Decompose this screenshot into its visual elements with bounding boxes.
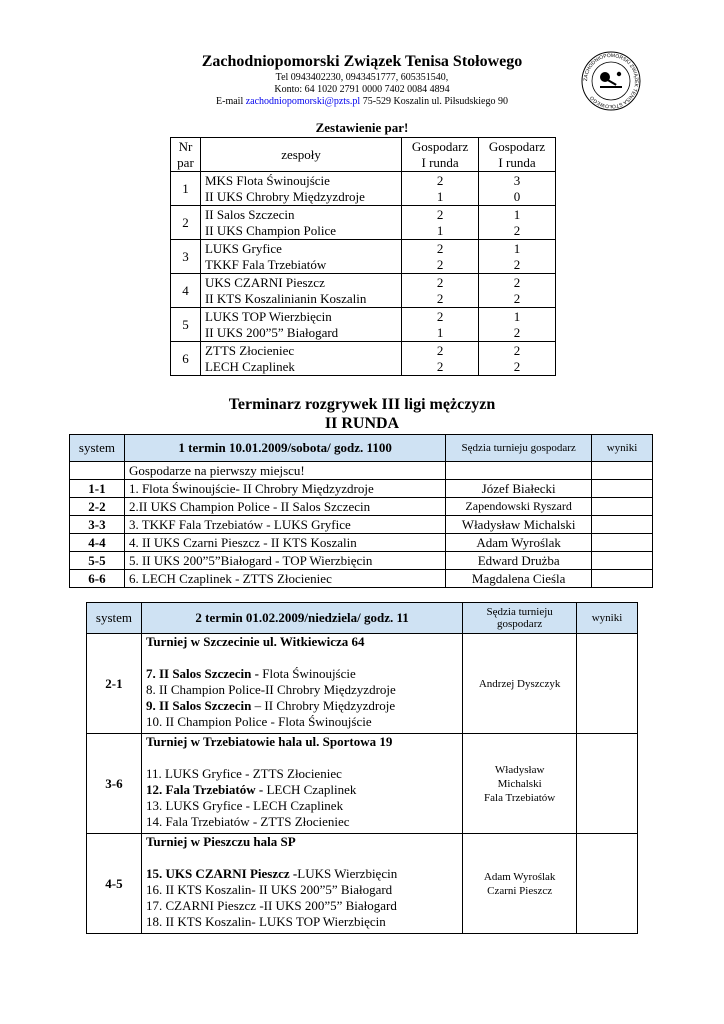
pairs-table [170, 137, 556, 376]
match-line: 13. LUKS Gryfice - LECH Czaplinek [145, 798, 344, 813]
org-phone: Tel 0943402230, 0943451777, 605351540, [275, 72, 449, 83]
tournament-venue: Turniej w Trzebiatowie hala ul. Sportowa 19 [145, 734, 393, 749]
svg-text:ZACHODNIOPOMORSKI ZWIĄZEK TENI: ZACHODNIOPOMORSKI ZWIĄZEK TENISA STOŁOWEGO [582, 52, 640, 110]
block-referee: Władysław Michalski Fala Trzebiatów [463, 734, 577, 834]
term2-block [87, 834, 638, 934]
term1-note: Gospodarze na pierwszy miejscu! [124, 462, 445, 480]
match-referee: Edward Drużba [446, 552, 592, 570]
block-matches [141, 734, 462, 834]
pairs-row [171, 240, 556, 274]
org-logo [580, 50, 642, 112]
pair-host1: 2 1 [402, 172, 479, 206]
match-referee: Adam Wyroślak [446, 534, 592, 552]
term1-header-results: wyniki [592, 435, 653, 462]
pairs-header-host1: Gospodarz I runda [402, 138, 479, 172]
match-result[interactable] [592, 498, 653, 516]
org-title: Zachodniopomorski Związek Tenisa Stołowego [201, 53, 523, 70]
match-teams: 2.II UKS Champion Police - II Salos Szczecin [124, 498, 445, 516]
match-result[interactable] [592, 534, 653, 552]
match-line: 10. II Champion Police - Flota Świnoujście [145, 714, 372, 729]
term2-header-referee: Sędzia turnieju gospodarz [463, 603, 577, 634]
pairs-row [171, 342, 556, 376]
pair-teams: UKS CZARNI Pieszcz II KTS Koszalinianin Koszalin [200, 274, 401, 308]
match-line: 8. II Champion Police-II Chrobry Międzyzdroje [145, 682, 396, 697]
pair-host2: 2 2 [479, 342, 556, 376]
block-system: 2-1 [87, 634, 142, 734]
term2-header-term: 2 termin 01.02.2009/niedziela/ godz. 11 [141, 603, 462, 634]
block-system: 3-6 [87, 734, 142, 834]
pair-host1: 2 1 [402, 206, 479, 240]
pairs-row [171, 308, 556, 342]
block-matches [141, 834, 462, 934]
pair-number: 3 [171, 240, 201, 274]
match-teams: 4. II UKS Czarni Pieszcz - II KTS Koszalin [124, 534, 445, 552]
pair-number: 5 [171, 308, 201, 342]
pair-host2: 3 0 [479, 172, 556, 206]
pair-number: 2 [171, 206, 201, 240]
term1-note-referee [446, 462, 592, 480]
pair-host2: 1 2 [479, 240, 556, 274]
match-system: 4-4 [70, 534, 125, 552]
pair-teams: LUKS Gryfice TKKF Fala Trzebiatów [200, 240, 401, 274]
block-system: 4-5 [87, 834, 142, 934]
match-result[interactable] [592, 570, 653, 588]
match-result[interactable] [592, 516, 653, 534]
pair-host1: 2 2 [402, 342, 479, 376]
email-label: E-mail [216, 96, 246, 107]
pair-number: 4 [171, 274, 201, 308]
match-referee: Zapendowski Ryszard [446, 498, 592, 516]
schedule-subtitle: II RUNDA [324, 415, 400, 432]
pair-host2: 1 2 [479, 206, 556, 240]
pair-host1: 2 2 [402, 240, 479, 274]
org-address: 75-529 Koszalin ul. Piłsudskiego 90 [360, 96, 508, 107]
block-result[interactable] [577, 634, 638, 734]
block-matches [141, 634, 462, 734]
pair-number: 6 [171, 342, 201, 376]
tournament-venue: Turniej w Pieszczu hala SP [145, 834, 296, 849]
match-result[interactable] [592, 552, 653, 570]
term1-row [70, 516, 653, 534]
match-teams: 5. II UKS 200”5”Białogard - TOP Wierzbięcin [124, 552, 445, 570]
pair-host2: 2 2 [479, 274, 556, 308]
match-line: 18. II KTS Koszalin- LUKS TOP Wierzbięcin [145, 914, 386, 929]
term1-row [70, 480, 653, 498]
pair-teams: ZTTS Złocieniec LECH Czaplinek [200, 342, 401, 376]
match-teams: 6. LECH Czaplinek - ZTTS Złocieniec [124, 570, 445, 588]
term1-note-empty [70, 462, 125, 480]
pair-teams: LUKS TOP Wierzbięcin II UKS 200”5” Białogard [200, 308, 401, 342]
match-line: 15. UKS CZARNI Pieszcz -LUKS Wierzbięcin [145, 866, 398, 881]
pairs-header-host2: Gospodarz I runda [479, 138, 556, 172]
match-system: 2-2 [70, 498, 125, 516]
match-result[interactable] [592, 480, 653, 498]
term1-header-referee: Sędzia turnieju gospodarz [446, 435, 592, 462]
match-system: 6-6 [70, 570, 125, 588]
pair-teams: II Salos Szczecin II UKS Champion Police [200, 206, 401, 240]
term1-row [70, 552, 653, 570]
match-line: 9. II Salos Szczecin – II Chrobry Międzyzdroje [145, 698, 396, 713]
org-account: Konto: 64 1020 2791 0000 7402 0084 4894 [274, 84, 450, 95]
pair-host2: 1 2 [479, 308, 556, 342]
email-link[interactable]: zachodniopomorski@pzts.pl [245, 96, 361, 107]
match-teams: 3. TKKF Fala Trzebiatów - LUKS Gryfice [124, 516, 445, 534]
pairs-title: Zestawienie par! [315, 120, 409, 135]
term2-block [87, 734, 638, 834]
term2-table [86, 602, 638, 934]
schedule-title: Terminarz rozgrywek III ligi mężczyzn [228, 396, 496, 413]
match-system: 1-1 [70, 480, 125, 498]
pairs-row [171, 206, 556, 240]
match-line: 7. II Salos Szczecin - Flota Świnoujście [145, 666, 356, 681]
match-teams: 1. Flota Świnoujście- II Chrobry Międzyzdroje [124, 480, 445, 498]
term1-row [70, 534, 653, 552]
match-system: 5-5 [70, 552, 125, 570]
term1-row [70, 498, 653, 516]
term1-header-term: 1 termin 10.01.2009/sobota/ godz. 1100 [124, 435, 445, 462]
match-line: 17. CZARNI Pieszcz -II UKS 200”5” Białogard [145, 898, 397, 913]
pair-teams: MKS Flota Świnoujście II UKS Chrobry Międzyzdroje [200, 172, 401, 206]
term2-header-results: wyniki [577, 603, 638, 634]
term1-note-results [592, 462, 653, 480]
term1-table [69, 434, 653, 588]
match-line: 12. Fala Trzebiatów - LECH Czaplinek [145, 782, 357, 797]
pair-host1: 2 1 [402, 308, 479, 342]
match-referee: Magdalena Cieśla [446, 570, 592, 588]
match-line: 11. LUKS Gryfice - ZTTS Złocieniec [145, 766, 342, 781]
block-referee: Andrzej Dyszczyk [463, 634, 577, 734]
term2-block [87, 634, 638, 734]
match-line: 16. II KTS Koszalin- II UKS 200”5” Białogard [145, 882, 393, 897]
block-referee: Adam Wyroślak Czarni Pieszcz [463, 834, 577, 934]
match-referee: Józef Białecki [446, 480, 592, 498]
pairs-row [171, 274, 556, 308]
pair-host1: 2 2 [402, 274, 479, 308]
match-system: 3-3 [70, 516, 125, 534]
block-result[interactable] [577, 734, 638, 834]
org-contact [150, 96, 574, 107]
match-referee: Władysław Michalski [446, 516, 592, 534]
term1-header-system: system [70, 435, 125, 462]
match-line: 14. Fala Trzebiatów - ZTTS Złocieniec [145, 814, 350, 829]
term2-header-system: system [87, 603, 142, 634]
pairs-header-nr: Nr par [171, 138, 201, 172]
pairs-row [171, 172, 556, 206]
term1-row [70, 570, 653, 588]
pairs-header-teams: zespoły [200, 138, 401, 172]
tournament-venue: Turniej w Szczecinie ul. Witkiewicza 64 [145, 634, 365, 649]
block-result[interactable] [577, 834, 638, 934]
pair-number: 1 [171, 172, 201, 206]
